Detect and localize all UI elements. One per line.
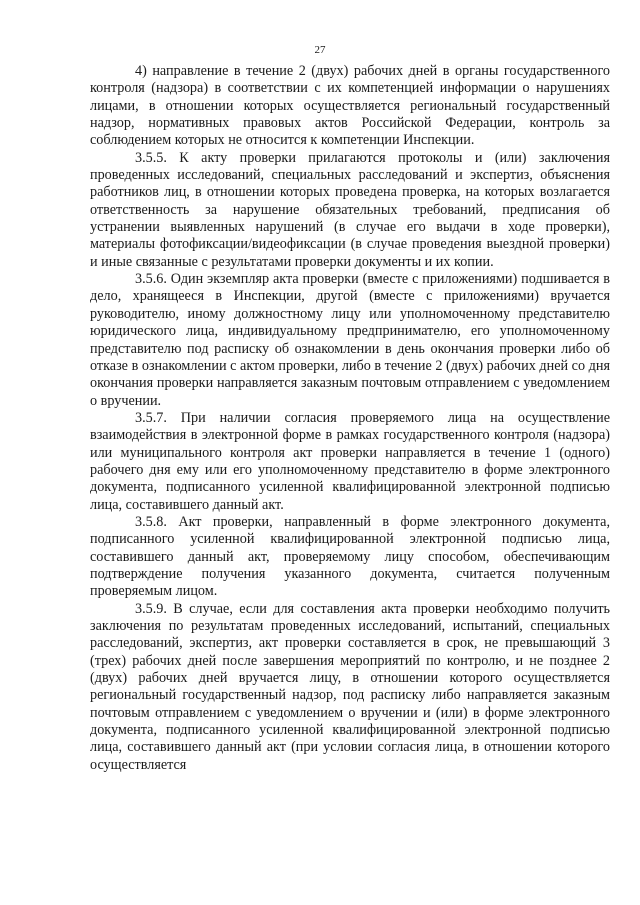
page-number: 27 [314,44,326,56]
paragraph-3-5-7: 3.5.7. При наличии согласия проверяемого лица на осуществление взаимодействия в электронной форме в рамках государственного контроля (надзора) или муниципального контроля акт проверки направляется в течение 1 (одного) рабочего дня ему или его уполномоченному представителю в форме электронного документа, подписанного усиленной квалифицированной электронной подписью лица, составившего данный акт. [90,409,610,513]
paragraph-3-5-8: 3.5.8. Акт проверки, направленный в форме электронного документа, подписанного усиленной квалифицированной электронной подписью лица, составившего данный акт, проверяемому лицу способом, обеспечивающим подтверждение получения указанного документа, считается полученным проверяемым лицом. [90,513,610,600]
paragraph-3-5-6: 3.5.6. Один экземпляр акта проверки (вместе с приложениями) подшивается в дело, хранящееся в Инспекции, другой (вместе с приложениями) вручается руководителю, иному должностному лицу или уполномоченному представителю юридического лица, индивидуальному предпринимателю, его уполномоченному представителю под расписку об ознакомлении в день окончания проверки либо об отказе в ознакомлении с актом проверки, либо в течение 2 (двух) рабочих дней со дня окончания проверки направляется заказным почтовым отправлением с уведомлением о вручении. [90,271,610,409]
paragraph-3-5-5: 3.5.5. К акту проверки прилагаются протоколы и (или) заключения проведенных исследований, специальных расследований и экспертиз, объяснения работников лиц, в отношении которых проведена проверка, на которых возлагается ответственность за нарушение обязательных требований, предписания об устранении выявленных нарушений (в случае его выдачи в ходе проверки), материалы фотофиксации/видеофиксации (в случае проведения выездной проверки) и иные связанные с результатами проверки документы и их копии. [90,149,610,270]
paragraph-3-5-9: 3.5.9. В случае, если для составления акта проверки необходимо получить заключения по результатам проведенных исследований, испытаний, специальных расследований, экспертиз, акт проверки составляется в срок, не превышающий 3 (трех) рабочих дней после завершения мероприятий по контролю, и не позднее 2 (двух) рабочих дней вручается лицу, в отношении которого осуществляется региональный государственный надзор, под расписку либо направляется заказным почтовым отправлением с уведомлением о вручении и (или) в форме электронного документа, подписанного усиленной квалифицированной электронной подписью лица, составившего данный акт (при условии согласия лица, в отношении которого осуществляется [90,600,610,773]
paragraph-item-4: 4) направление в течение 2 (двух) рабочих дней в органы государственного контроля (надзора) в соответствии с их компетенцией информации о нарушениях лицами, в отношении которых осуществляется региональный государственный надзор, нормативных правовых актов Российской Федерации, контроль за соблюдением которых не относится к компетенции Инспекции. [90,63,610,149]
document-body [90,63,610,774]
